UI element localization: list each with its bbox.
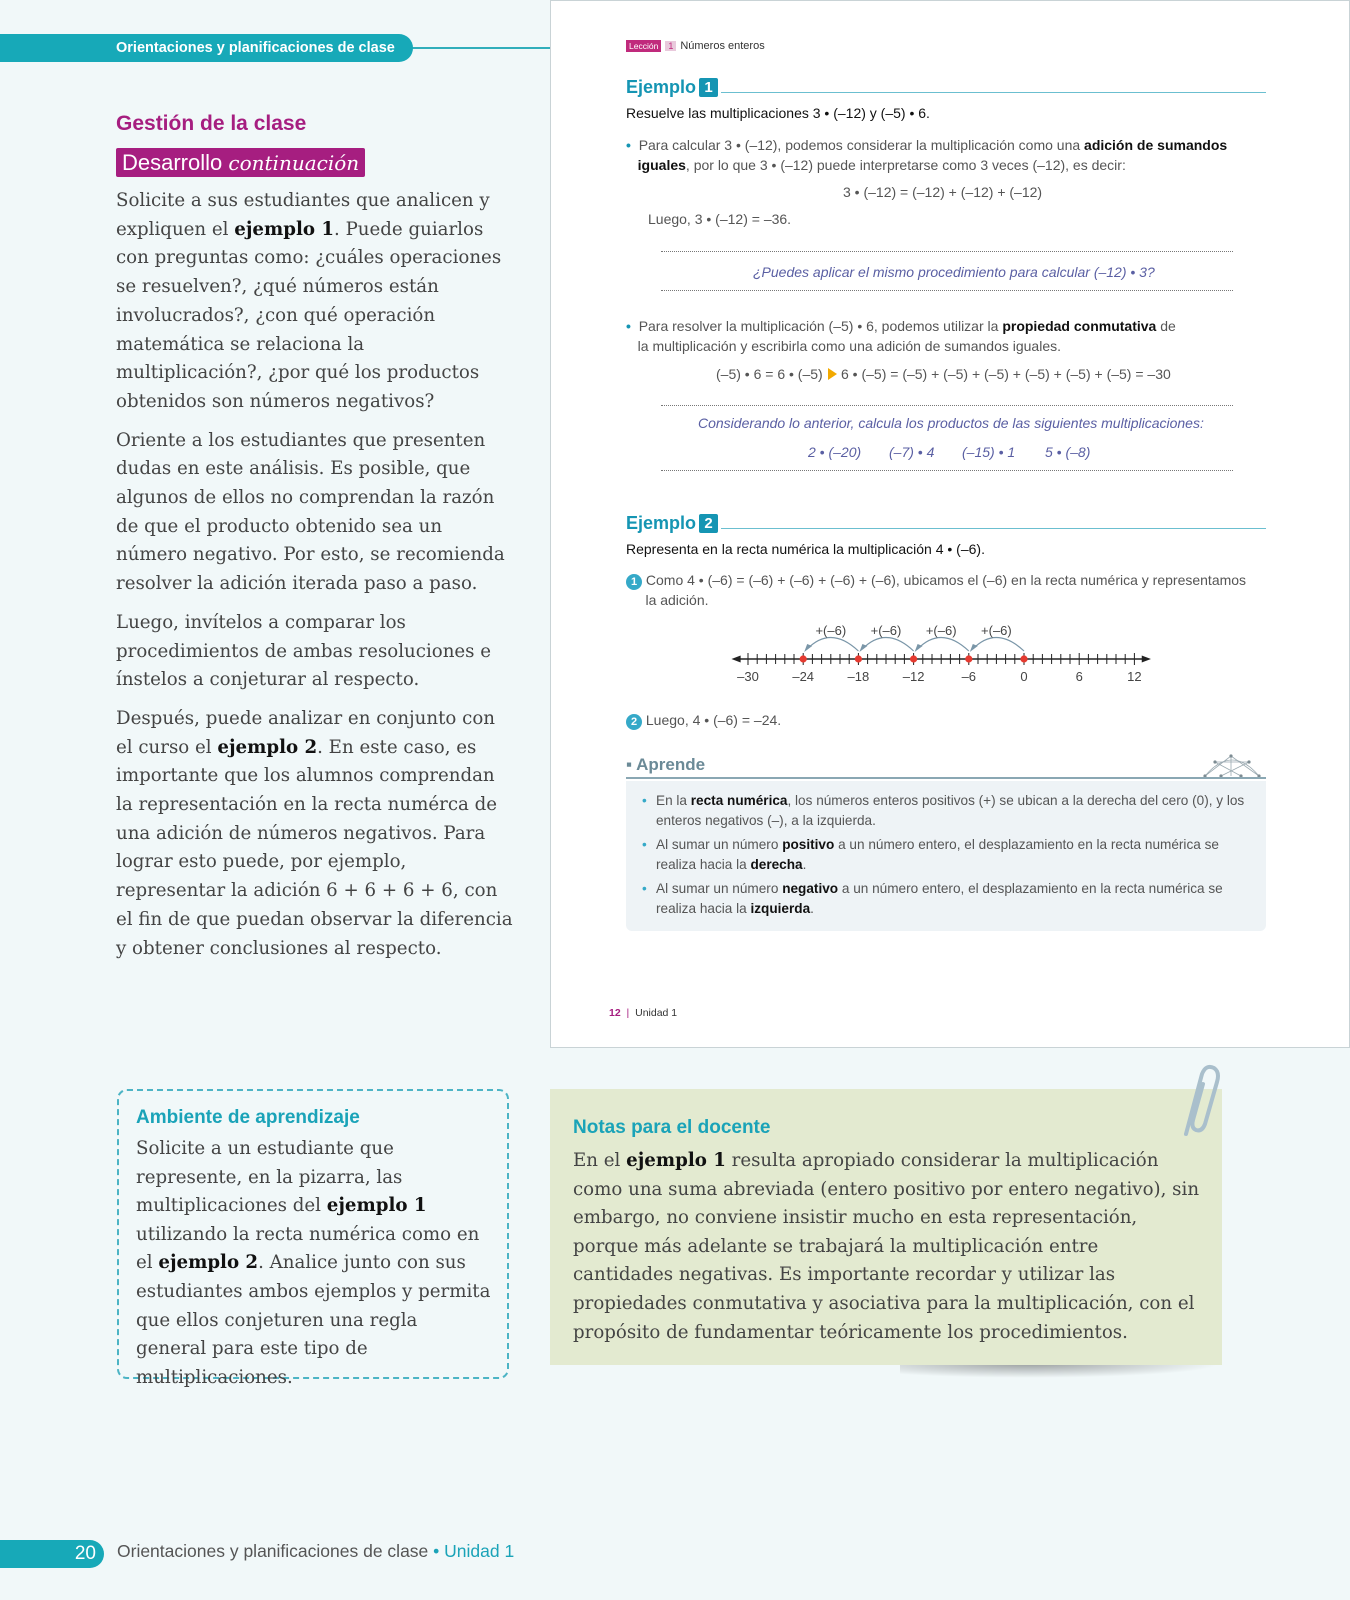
- step-2: 2 Luego, 4 • (–6) = –24.: [626, 710, 781, 730]
- tick-label: –24: [792, 669, 815, 684]
- tick-label: 0: [1020, 669, 1028, 684]
- section-header: Orientaciones y planificaciones de clase: [0, 34, 413, 62]
- marked-point: [910, 655, 917, 662]
- marked-point: [1020, 655, 1027, 662]
- paragraph: Oriente a los estudiantes que presenten dudas en este análisis. Es posible, que algunos de ellos no comprendan la razón de que el producto obtenido sea un número negativo. Por esto, se recomienda resolver la adición iterada paso a paso.: [116, 429, 505, 595]
- desarrollo-label: Desarrollo: [122, 150, 223, 175]
- jump-arc: [807, 637, 858, 651]
- footer-text: Orientaciones y planificaciones de clase • Unidad 1: [117, 1541, 515, 1561]
- arrow-right-icon: [826, 367, 838, 381]
- bullet-1: • Para calcular 3 • (–12), podemos considerar la multiplicación como una adición de sumandos iguales, por lo que 3 • (–12) puede interpretarse como 3 veces (–12), es decir:: [626, 137, 1228, 173]
- notas-box: [550, 1089, 1222, 1365]
- ambiente-text: Solicite a un estudiante que represente, en la pizarra, las multiplicaciones del ejemplo 1 utilizando la recta numérica como en el ejemplo 2. Analice junto con sus estudiantes ambos ejemplos y permita que ellos conjeturen una regla general para este tipo de multiplicaciones.: [136, 1138, 491, 1388]
- example-2-title: Ejemplo 2: [626, 513, 718, 534]
- marked-point: [855, 655, 862, 662]
- notas-shadow: [900, 1364, 1220, 1378]
- ambiente-box: [117, 1089, 509, 1388]
- tick-label: –18: [847, 669, 870, 684]
- jump-arc: [862, 637, 913, 651]
- paperclip-icon: [1172, 1062, 1222, 1142]
- tick-label: –30: [737, 669, 759, 684]
- dotted-rule: [661, 470, 1233, 471]
- dotted-rule: [661, 405, 1233, 406]
- aprende-item: • En la recta numérica, los números enteros positivos (+) se ubican a la derecha del cero (0), y los enteros negativos (–), a la izquierda.: [640, 791, 1252, 831]
- step-1: 1 Como 4 • (–6) = (–6) + (–6) + (–6) + (–6), ubicamos el (–6) en la recta numérica y representamos la adición.: [626, 570, 1276, 610]
- aprende-box: [626, 781, 1266, 931]
- left-column: [116, 112, 516, 963]
- bullet-2: • Para resolver la multiplicación (–5) • 6, podemos utilizar la propiedad conmutativa de la multiplicación y escribirla como una adición de sumandos iguales.: [626, 318, 1176, 354]
- jump-label: +(–6): [870, 623, 902, 638]
- tick-label: –12: [902, 669, 925, 684]
- example-number: 2: [699, 514, 718, 533]
- axis-arrow-left: [731, 656, 740, 663]
- step-number: 2: [626, 714, 642, 730]
- product-item: (–15) • 1: [962, 444, 1016, 460]
- equation-2-left: (–5) • 6 = 6 • (–5): [716, 366, 823, 382]
- jump-arc: [973, 637, 1024, 651]
- equation-2-right: 6 • (–5) = (–5) + (–5) + (–5) + (–5) + (–5) + (–5) = –30: [841, 366, 1171, 382]
- aprende-rule: [626, 777, 1266, 779]
- notas-text: En el ejemplo 1 resulta apropiado considerar la multiplicación como una suma abreviada (entero positivo por entero negativo), sin embargo, no conviene insistir mucho en esta representación, porque más adelante se trabajará la multiplicación entre cantidades negativas. Es importante recordar y utilizar las propiedades conmutativa y asociativa para la multiplicación, con el propósito de fundamentar teóricamente los procedimientos.: [573, 1150, 1200, 1343]
- example-rule: [721, 528, 1266, 529]
- paragraph: Después, puede analizar en conjunto con el curso el ejemplo 2. En este caso, es importante que los alumnos comprendan la representación en la recta numérca de una adición de números negativos. Para lograr esto puede, por ejemplo, representar la adición 6 + 6 + 6 + 6, con el fin de que puedan observar la diferencia y obtener conclusiones al respecto.: [116, 707, 513, 959]
- desarrollo-badge: [116, 148, 365, 177]
- jump-label: +(–6): [981, 623, 1012, 638]
- ambiente-title: Ambiente de aprendizaje: [136, 1107, 360, 1128]
- student-page: [550, 0, 1350, 1048]
- dotted-rule: [661, 251, 1233, 252]
- aprende-title: ▪ Aprende: [626, 755, 706, 774]
- question-2: Considerando lo anterior, calcula los productos de las siguientes multiplicaciones:: [698, 415, 1204, 431]
- jump-label: +(–6): [815, 623, 847, 638]
- lesson-header: [626, 40, 765, 52]
- notas-title: Notas para el docente: [573, 1117, 771, 1138]
- number-line: [721, 619, 1161, 699]
- lesson-tag: Lección: [626, 40, 661, 52]
- page-footer: 12 | Unidad 1: [609, 1007, 678, 1019]
- network-icon: [1201, 750, 1263, 778]
- equation-1: 3 • (–12) = (–12) + (–12) + (–12): [843, 184, 1043, 200]
- marked-point: [965, 655, 972, 662]
- bullet-dot: •: [626, 318, 631, 334]
- paragraph: Solicite a sus estudiantes que analicen y expliquen el ejemplo 1. Puede guiarlos con preguntas como: ¿cuáles operaciones se resuelven?, ¿qué números están involucrados?, ¿con qué operación matemática se relaciona la multiplicación?, ¿por qué los productos obtenidos son números negativos?: [116, 190, 502, 412]
- example-2-statement: Representa en la recta numérica la multiplicación 4 • (–6).: [626, 541, 985, 557]
- example-rule: [721, 92, 1266, 93]
- lesson-number: 1: [665, 41, 676, 51]
- step-number: 1: [626, 574, 642, 590]
- marked-point: [800, 655, 807, 662]
- product-item: 5 • (–8): [1045, 444, 1091, 460]
- section-title: Gestión de la clase: [116, 112, 307, 135]
- product-item: 2 • (–20): [808, 444, 862, 460]
- dotted-rule: [661, 290, 1233, 291]
- question-1: ¿Puedes aplicar el mismo procedimiento para calcular (–12) • 3?: [753, 264, 1155, 280]
- desarrollo-italic: continuación: [228, 151, 360, 175]
- example-1-statement: Resuelve las multiplicaciones 3 • (–12) y (–5) • 6.: [626, 105, 930, 121]
- tick-label: –6: [961, 669, 977, 684]
- example-number: 1: [699, 78, 718, 97]
- aprende-item: • Al sumar un número negativo a un número entero, el desplazamiento en la recta numérica se realiza hacia la izquierda.: [640, 879, 1252, 919]
- jump-arc: [918, 637, 969, 651]
- tick-label: 6: [1075, 669, 1083, 684]
- product-item: (–7) • 4: [889, 444, 935, 460]
- paragraph: Luego, invítelos a comparar los procedimientos de ambas resoluciones e ínstelos a conjeturar al respecto.: [116, 611, 492, 691]
- aprende-item: • Al sumar un número positivo a un número entero, el desplazamiento en la recta numérica se realiza hacia la derecha.: [640, 835, 1252, 875]
- axis-arrow-right: [1142, 656, 1151, 663]
- example-1-title: Ejemplo 1: [626, 77, 718, 98]
- result-1: Luego, 3 • (–12) = –36.: [648, 211, 792, 227]
- tick-label: 12: [1127, 669, 1142, 684]
- page-number: 20: [0, 1540, 104, 1568]
- bullet-dot: •: [626, 137, 631, 153]
- lesson-title: Números enteros: [680, 40, 765, 52]
- jump-label: +(–6): [925, 623, 957, 638]
